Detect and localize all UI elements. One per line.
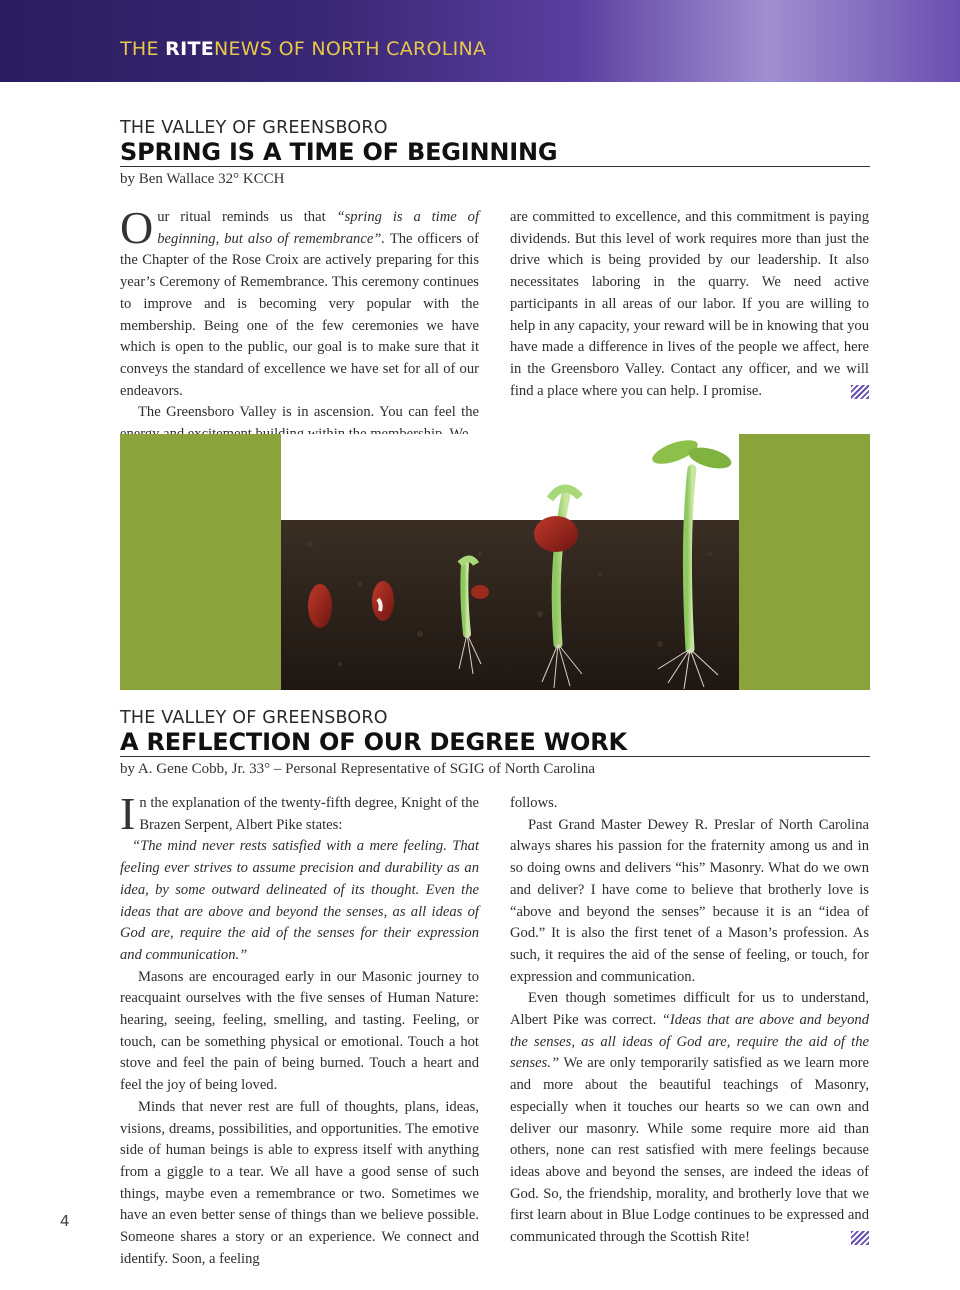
- pike-quote: “The mind never rests satisfied with a mere feeling. That feeling ever strives to assume precision and durability as an idea, by some outward delineated of its thought. Even the ideas that are above and beyond the senses, as all ideas of God are, require the aid of the senses for their expression and communication.”: [120, 838, 479, 963]
- page-number: 4: [60, 1212, 70, 1230]
- article2-paragraph: Masons are encouraged early in our Masonic journey to reacquaint ourselves with the five senses of Human Nature: hearing, seeing, feeling, smelling, and tasting. Feeling, or touch, can be something physical or emotional. Touch a hot stove and feel the pain of being burned. Touch a heart and feel the joy of being loved.: [120, 968, 479, 1094]
- sprout: [687, 469, 692, 649]
- article2-kicker: THE VALLEY OF GREENSBORO: [120, 708, 388, 728]
- article2-byline: by A. Gene Cobb, Jr. 33° – Personal Representative of SGIG of North Carolina: [120, 761, 596, 777]
- soil: [281, 520, 739, 690]
- bean-seed: [308, 584, 332, 628]
- article2-column-left: [120, 788, 479, 1270]
- article2-column-right: [510, 793, 869, 1249]
- article1-column-right: [510, 207, 869, 402]
- end-mark-icon: [851, 1231, 869, 1245]
- end-mark-icon: [851, 385, 869, 399]
- article2-paragraph: Past Grand Master Dewey R. Preslar of North Carolina always shares his passion for the fraternity among us and in so doing owns and delivers “his” Masonry. What do we own and deliver? I have come to believe that brotherly love is “above and beyond the senses” because it is an “idea of God.” It is also the first tenet of a Mason’s profession. As such, it requires the aid of the sense of feeling, or touch, for expression and communication.: [510, 816, 869, 985]
- drop-cap: O: [120, 202, 154, 253]
- article2-paragraph: Minds that never rest are full of thoughts, plans, ideas, visions, dreams, possibilities, and opportunities. The emotive side of human beings is able to express itself with anything from a giggle to a tear. We all have a good sense of such things, maybe even a remembrance or two. Sometimes we have an even better sense of things than we believe possible. Someone shares a story or an experience. We connect and identify. Soon, a feeling: [120, 1098, 479, 1267]
- article2-headline: A REFLECTION OF OUR DEGREE WORK: [120, 728, 870, 757]
- article1-kicker: THE VALLEY OF GREENSBORO: [120, 118, 388, 138]
- article2-paragraph: In the explanation of the twenty-fifth degree, Knight of the Brazen Serpent, Albert Pike states:: [120, 788, 479, 839]
- right-green-panel: [739, 434, 870, 690]
- article1-headline: SPRING IS A TIME OF BEGINNING: [120, 138, 870, 167]
- article1-column-left: [120, 202, 479, 446]
- masthead: THE RITENEWS OF NORTH CAROLINA: [120, 38, 487, 60]
- bean-seed: [372, 581, 394, 621]
- drop-cap: I: [120, 788, 136, 839]
- article1-paragraph: The Greensboro Valley is in ascension. You can feel the: [138, 404, 479, 421]
- article2-paragraph: follows.: [510, 795, 558, 811]
- article2-heading: [120, 708, 870, 779]
- article1-paragraph: Our ritual reminds us that “spring is a time of beginning, but also of remembrance”. The officers of the Chapter of the Rose Croix are actively preparing for this year’s Ceremony of Remembrance. This ceremony continues to improve and is becoming very popular with the membership. Being one of the few ceremonies we have which is open to the public, our goal is to make sure that it conveys the standard of excellence we have set for all of our endeavors.: [120, 202, 479, 399]
- article2-paragraph: Even though sometimes difficult for us to understand, Albert Pike was correct. “Ideas that are above and beyond the senses, as all ideas of God are, require the aid of the senses.” We are only temporarily satisfied as we learn more and more about the beautiful teachings of Masonry, especially when it touches our hearts so we can own and deliver our masonry. While some require more aid than others, none can rest satisfied with mere feelings because ideas above and beyond the senses, are indeed the ideas of God. So, the friendship, morality, and brotherly love that we first learn about in Blue Lodge continues to be expressed and communicated through the Scottish Rite!: [510, 990, 869, 1246]
- article1-byline: by Ben Wallace 32° KCCH: [120, 171, 285, 187]
- article1-heading: [120, 118, 870, 189]
- article1-paragraph: are committed to excellence, and this commitment is paying dividends. But this level of work requires more than just the drive which is being provided by our leadership. It also necessitates laboring in the quarry. We need active participants in all areas of our labor. If you are willing to help in any capacity, your reward will be in knowing that you have made a difference in lives of the people we affect, here in the Greensboro Valley. Contact any officer, and we will find a place where you can help. I promise.: [510, 209, 869, 399]
- seedlings-photo: [120, 434, 870, 690]
- sprout: [464, 564, 467, 634]
- left-green-panel: [120, 434, 281, 690]
